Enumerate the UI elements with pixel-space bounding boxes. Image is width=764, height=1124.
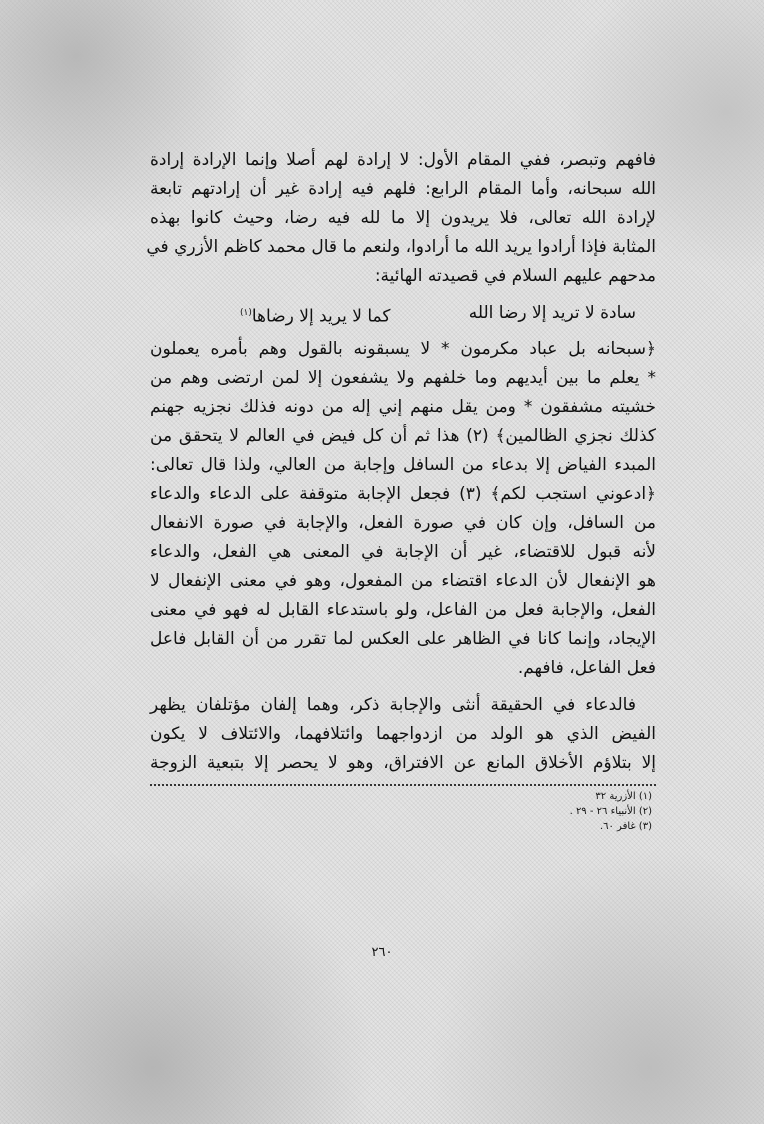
- text-line: ﴿سبحانه بل عباد مكرمون * لا يسبقونه بالقول وهم بأمره يعملون: [150, 339, 656, 359]
- text-line: إلا بتلاؤم الأخلاق المانع عن الافتراق، وهو لا يحصر إلا بتبعية الزوجة: [150, 753, 656, 773]
- footnote: (٣) غافر ٦٠.: [599, 821, 652, 832]
- page-body: [146, 146, 657, 834]
- footnote-ref: (١): [240, 308, 252, 318]
- text-line: المبدء الفياض إلا بدعاء من السافل وإجابة من العالي، ولذا قال تعالى:: [150, 455, 656, 475]
- text-line: فافهم وتبصر، ففي المقام الأول: لا إرادة لهم أصلا وإنما الإرادة إرادة: [150, 150, 656, 170]
- text-line: لأنه قبول للاقتضاء، غير أن الإجابة في المعنى هي الفعل، والدعاء: [150, 542, 656, 562]
- text-line: هو الإنفعال لأن الدعاء اقتضاء من المفعول، وهو في معنى الإنفعال لا: [150, 571, 656, 591]
- text-line: مدحهم عليهم السلام في قصيدته الهائية:: [374, 266, 656, 286]
- footnote: (٢) الأنبياء ٢٦ - ٢٩ .: [569, 806, 652, 817]
- text-line: خشيته مشفقون * ومن يقل منهم إني إله من دونه فذلك نجزيه جهنم: [150, 397, 656, 417]
- footnotes: [150, 789, 656, 834]
- text-line: لإرادة الله تعالى، فلا يريدون إلا ما لله فيه رضا، وحيث كانوا بهذه: [150, 208, 656, 228]
- text-line: كذلك نجزي الظالمين﴾ (٢) هذا ثم أن كل فيض في العالم لا يتحقق من: [150, 426, 656, 446]
- text-line: * يعلم ما بين أيديهم وما خلفهم ولا يشفعون إلا لمن ارتضى وهم من: [150, 368, 656, 388]
- text-line: من السافل، وإن كان في صورة الفعل، والإجابة في صورة الانفعال: [150, 513, 656, 533]
- footnote-divider: [150, 784, 656, 786]
- text-line: الفيض الذي هو الولد من ازدواجهما وائتلافهما، والائتلاف لا يكون: [150, 724, 656, 744]
- text-line: المثابة فإذا أرادوا يريد الله ما أرادوا، ولنعم ما قال محمد كاظم الأزري في: [146, 237, 656, 257]
- footnote: (١) الأزرية ٣٢: [595, 791, 652, 802]
- text-line: فالدعاء في الحقيقة أنثى والإجابة ذكر، وهما إلفان مؤتلفان يظهر: [150, 695, 636, 715]
- text-line: الفعل، والإجابة فعل من الفاعل، ولو باستدعاء القابل له فهو في معنى: [150, 600, 656, 620]
- verse-second-hemistich: [240, 291, 390, 335]
- text-line: فعل الفاعل، فافهم.: [517, 658, 656, 678]
- page-number: ٢٦٠: [371, 945, 393, 960]
- poem-verse: [150, 291, 656, 335]
- text-line: ﴿ادعوني استجب لكم﴾ (٣) فجعل الإجابة متوقفة على الدعاء والدعاء: [150, 484, 657, 504]
- text-line: الله سبحانه، وأما المقام الرابع: فلهم فيه إرادة غير أن إرادتهم تابعة: [150, 179, 656, 199]
- text-line: الإيجاد، وإنما كانا في الظاهر على العكس لما تقرر من أن القابل فاعل: [150, 629, 656, 649]
- verse-second-text: كما لا يريد إلا رضاها: [251, 306, 391, 327]
- verse-first-hemistich: سادة لا تريد إلا رضا الله: [468, 303, 636, 323]
- paragraph-3: [150, 691, 656, 778]
- paragraph-2: [150, 335, 656, 683]
- paragraph-1: [146, 146, 656, 291]
